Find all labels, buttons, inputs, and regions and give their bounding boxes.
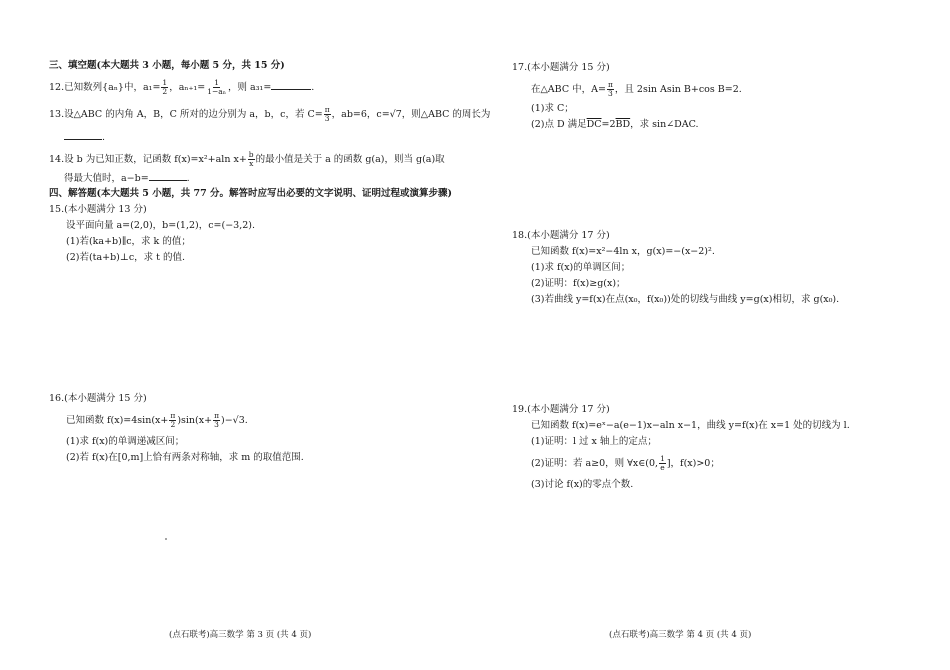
q18-part-3: (3)若曲线 y=f(x)在点(x₀，f(x₀))处的切线与曲线 y=g(x)相切，求 g(x₀). (531, 294, 840, 305)
q13-text-2: ，ab=6，c=√7，则△ABC 的周长为 (331, 109, 491, 120)
q14-text-1: 设 b 为已知正数，记函数 f(x)=x²+aln x+ (64, 154, 247, 165)
q17-part2-text-c: ，求 sin∠DAC. (630, 119, 699, 130)
q15-part-2: (2)若(ta+b)⊥c，求 t 的值. (66, 252, 186, 263)
q13-f-num: π (324, 105, 330, 114)
q12-f2-den: 1−aₙ (207, 87, 227, 96)
q16-f2-num: π (214, 411, 220, 420)
q12-text-1: 已知数列{aₙ}中，a₁= (64, 82, 161, 93)
q19-f-den: e (660, 463, 665, 472)
q18-part-1: (1)求 f(x)的单调区间； (531, 262, 631, 273)
q14-f-num: b (248, 150, 254, 159)
q18-heading: 18.(本小题满分 17 分) (512, 230, 610, 241)
q14-answer-blank[interactable] (149, 171, 187, 181)
q14-line2-end: . (186, 173, 190, 184)
q13-f-den: 3 (324, 114, 330, 123)
q16-f2-den: 3 (214, 420, 219, 429)
q14-label: 14. (49, 154, 65, 165)
q17-vector-dc: $\overline{DC}$ (586, 119, 602, 130)
q14-line-2 (64, 171, 190, 185)
q16-fraction-1 (169, 412, 176, 429)
q19-statement: 已知函数 f(x)=eˣ−a(e−1)x−aln x−1，曲线 y=f(x)在 x=1 处的切线为 l. (531, 420, 850, 431)
q15-heading: 15.(本小题满分 13 分) (49, 204, 147, 215)
q12-text-2: ，aₙ₊₁= (169, 82, 206, 93)
q17-text-2: ，且 2sin Asin B+cos B=2. (614, 84, 742, 95)
q17-part-2 (531, 118, 699, 131)
q16-statement (66, 412, 248, 429)
q16-part-1: (1)求 f(x)的单调递减区间； (66, 436, 185, 447)
q13-text-3: . (102, 132, 106, 143)
q16-text-2: (x+ (151, 415, 169, 426)
left-page-footer: (点石联考)高三数学 第 3 页 (共 4 页) (169, 630, 312, 640)
q18-statement: 已知函数 f(x)=x²−4ln x，g(x)=−(x−2)². (531, 246, 715, 257)
q16-text-4: )−√3. (221, 415, 248, 426)
question-14 (49, 151, 445, 168)
q19-heading: 19.(本小题满分 17 分) (512, 404, 610, 415)
q16-fraction-2 (213, 412, 220, 429)
q14-line2-text: 得最大值时，a−b= (64, 173, 149, 184)
q16-part-2: (2)若 f(x)在[0,m]上恰有两条对称轴，求 m 的取值范围. (66, 452, 304, 463)
q19-f-num: 1 (660, 454, 665, 463)
q16-text-3: )sin(x+ (177, 415, 213, 426)
q13-answer-blank[interactable] (64, 130, 102, 140)
q19-part-3: (3)讨论 f(x)的零点个数. (531, 479, 634, 490)
right-page-footer: (点石联考)高三数学 第 4 页 (共 4 页) (609, 630, 752, 640)
q17-f-den: 3 (608, 89, 613, 98)
section4-title: 四、解答题(本大题共 5 小题，共 77 分。解答时应写出必要的文字说明、证明过程或演算步骤) (49, 188, 453, 199)
q19-part2-text-b: ]，f(x)>0； (666, 458, 720, 469)
q12-f2-num: 1 (214, 78, 220, 87)
q12-fraction-2 (206, 79, 227, 96)
q14-fraction (248, 151, 255, 168)
q17-statement (531, 81, 742, 98)
question-12 (49, 79, 314, 96)
q12-f1-num: 1 (162, 78, 168, 87)
q12-text-3: ，则 a₃₁= (228, 82, 272, 93)
q13-label: 13. (49, 109, 65, 120)
q17-part2-text-b: =2 (601, 119, 616, 130)
right-page (475, 0, 950, 670)
q14-text-2: 的最小值是关于 a 的函数 g(a)，则当 g(a)取 (255, 154, 445, 165)
q17-part-1: (1)求 C； (531, 103, 574, 114)
q13-text-1: 设△ABC 的内角 A，B，C 所对的边分别为 a，b，c，若 C= (64, 109, 323, 120)
scan-speck (165, 538, 167, 540)
q17-text-1: 在△ABC 中，A= (531, 84, 606, 95)
q17-vector-bd: $\overline{BD}$ (615, 119, 631, 130)
q16-f1-den: 2 (170, 420, 176, 429)
q17-f-num: π (607, 80, 613, 89)
section3-title: 三、填空题(本大题共 3 小题，每小题 5 分，共 15 分) (49, 60, 285, 71)
q13-line-2 (64, 130, 105, 144)
q14-f-den: x (249, 159, 254, 168)
q12-fraction-1 (161, 79, 168, 96)
q13-fraction (324, 106, 331, 123)
q16-heading: 16.(本小题满分 15 分) (49, 393, 147, 404)
q19-fraction (659, 455, 666, 472)
q12-f1-den: 2 (162, 87, 168, 96)
q12-label: 12. (49, 82, 65, 93)
q17-fraction (607, 81, 614, 98)
q18-part-2: (2)证明：f(x)≥g(x)； (531, 278, 626, 289)
q19-part2-text-a: (2)证明：若 a≥0，则 ∀x∈(0, (531, 458, 659, 469)
q15-part-1: (1)若(ka+b)∥c，求 k 的值； (66, 236, 191, 247)
q19-part-1: (1)证明：l 过 x 轴上的定点； (531, 436, 657, 447)
q16-text-1: 已知函数 f(x)=4sin (66, 415, 152, 426)
question-13 (49, 106, 490, 123)
q17-heading: 17.(本小题满分 15 分) (512, 62, 610, 73)
q12-text-4: . (311, 82, 315, 93)
q16-f1-num: π (170, 411, 176, 420)
q15-statement: 设平面向量 a=(2,0)，b=(1,2)，c=(−3,2). (66, 220, 256, 231)
q12-answer-blank[interactable] (271, 80, 311, 90)
q17-part2-text-a: (2)点 D 满足 (531, 119, 587, 130)
q19-part-2 (531, 455, 720, 472)
